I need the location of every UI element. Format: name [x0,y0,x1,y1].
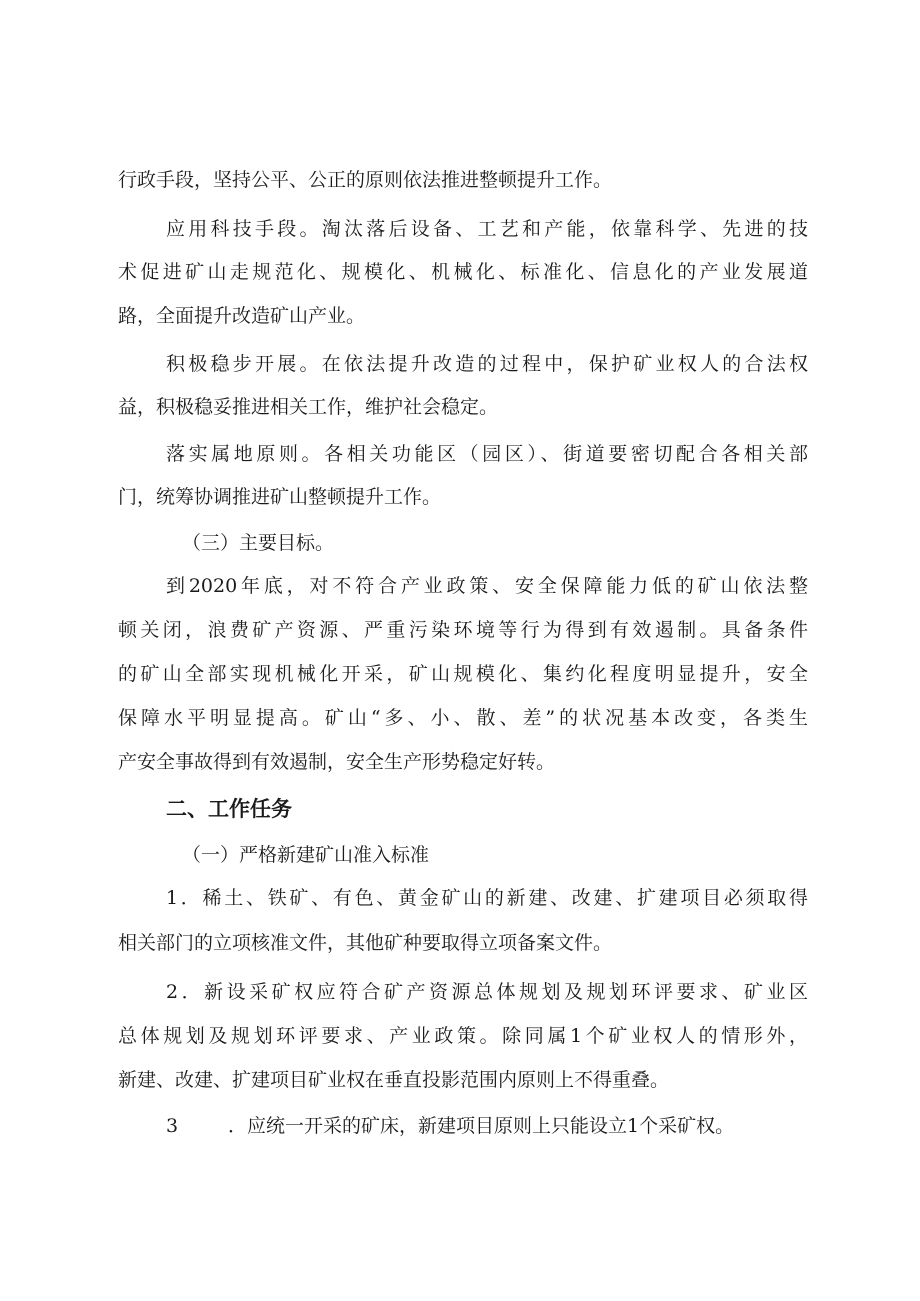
paragraph-line: 顿关闭，浪费矿产资源、严重污染环境等行为得到有效遏制。具备条件 [118,619,808,641]
paragraph-line: 产安全事故得到有效遏制，安全生产形势稳定好转。 [118,751,556,773]
paragraph-line: 保障水平明显提高。矿山“多、小、散、差”的状况基本改变，各类生 [118,707,808,729]
item-text: ．应统一开采的矿床，新建项目原则上只能设立1个采矿权。 [228,1115,735,1137]
paragraph-line: 落实属地原则。各相关功能区（园区）、街道要密切配合各相关部 [166,443,808,465]
sub-heading: （一）严格新建矿山准入标准 [182,844,430,866]
item-number: 3 [166,1115,179,1137]
paragraph-line: 到2020年底，对不符合产业政策、安全保障能力低的矿山依法整 [166,575,808,597]
paragraph-line: 新建、改建、扩建项目矿业权在垂直投影范围内原则上不得重叠。 [118,1069,670,1091]
paragraph-line: 总体规划及规划环评要求、产业政策。除同属1个矿业权人的情形外， [118,1025,808,1047]
paragraph-line: 相关部门的立项核准文件，其他矿种要取得立项备案文件。 [118,932,613,954]
paragraph-line: 益，积极稳妥推进相关工作，维护社会稳定。 [118,396,499,418]
sub-heading: （三）主要目标。 [182,532,335,554]
numbered-item-line: 1．稀土、铁矿、有色、黄金矿山的新建、改建、扩建项目必须取得 [166,887,808,909]
section-heading: 二、工作任务 [166,797,292,821]
paragraph-line: 应用科技手段。淘汰落后设备、工艺和产能，依靠科学、先进的技 [166,218,808,240]
paragraph-line: 路，全面提升改造矿山产业。 [118,305,366,327]
paragraph-line: 的矿山全部实现机械化开采，矿山规模化、集约化程度明显提升，安全 [118,663,808,685]
numbered-item-line: 2．新设采矿权应符合矿产资源总体规划及规划环评要求、矿业区 [166,981,808,1003]
paragraph-line: 积极稳步开展。在依法提升改造的过程中，保护矿业权人的合法权 [166,353,808,375]
paragraph-line: 门，统筹协调推进矿山整顿提升工作。 [118,486,442,508]
paragraph-line: 术促进矿山走规范化、规模化、机械化、标准化、信息化的产业发展道 [118,261,808,283]
paragraph-line: 行政手段，坚持公平、公正的原则依法推进整顿提升工作。 [118,169,613,191]
